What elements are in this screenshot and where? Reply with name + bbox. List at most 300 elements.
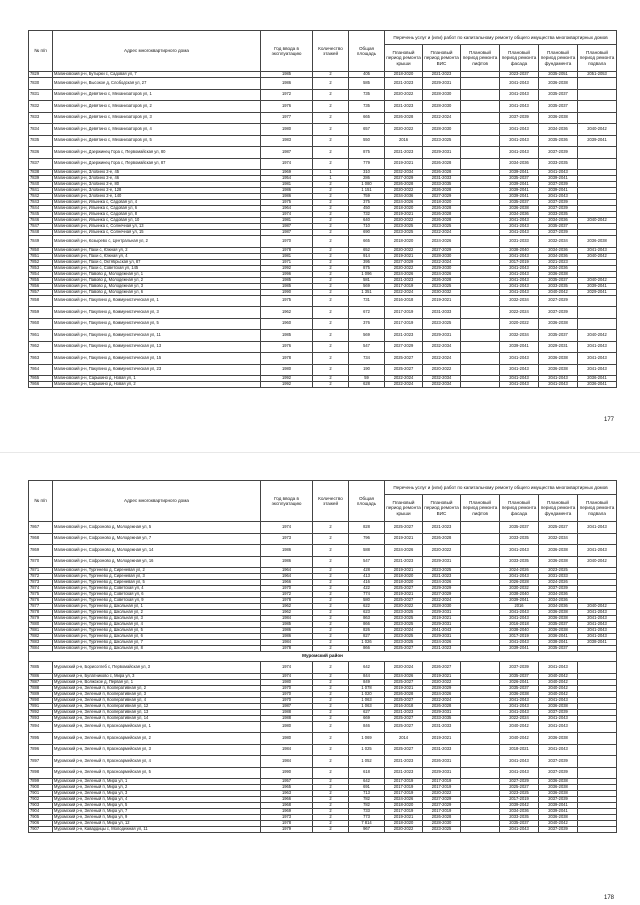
cell-floors: 2 bbox=[313, 277, 349, 283]
cell-facade: 2041-2043 bbox=[500, 364, 539, 376]
cell-foundation: 2041-2043 bbox=[539, 382, 578, 388]
cell-area: 914 bbox=[349, 253, 385, 259]
cell-address: Муромский р-н, Борисоглеб с, Первомайская ул, 3 bbox=[53, 662, 261, 674]
cell-num: 7833 bbox=[29, 112, 53, 124]
cell-num: 7845 bbox=[29, 212, 53, 218]
cell-num: 7849 bbox=[29, 236, 53, 248]
cell-area: 422 bbox=[349, 586, 385, 592]
cell-floors: 2 bbox=[313, 709, 349, 715]
cell-vis: 2027-2029 bbox=[423, 803, 461, 809]
cell-facade: 2018-2021 bbox=[500, 744, 539, 756]
cell-facade: 2038-2040 bbox=[500, 592, 539, 598]
cell-lift bbox=[461, 545, 500, 557]
cell-lift bbox=[461, 112, 500, 124]
cell-area: 1 063 bbox=[349, 703, 385, 709]
cell-num: 7891 bbox=[29, 703, 53, 709]
cell-floors: 2 bbox=[313, 522, 349, 534]
cell-area: 190 bbox=[349, 364, 385, 376]
cell-lift bbox=[461, 147, 500, 159]
cell-num: 7832 bbox=[29, 101, 53, 113]
cell-roof: 2020-2022 bbox=[385, 188, 423, 194]
cell-foundation: 2034-2036 bbox=[539, 124, 578, 136]
cell-year: 1987 bbox=[261, 703, 313, 709]
cell-vis: 2026-2028 bbox=[423, 815, 461, 821]
cell-year: 1978 bbox=[261, 353, 313, 365]
cell-area: 395 bbox=[349, 259, 385, 265]
cell-year: 1990 bbox=[261, 767, 313, 779]
cell-address: Малиновский р-н, Дзержинец Гора с, Первомайская ул, 80 bbox=[53, 147, 261, 159]
cell-floors: 2 bbox=[313, 697, 349, 703]
cell-address: Малиновский р-н, Ильинка с, Солнечная ул, 13 bbox=[53, 224, 261, 230]
cell-vis: 2018-2020 bbox=[423, 200, 461, 206]
cell-address: Малиновский р-н, Софроново д, Молодежная ул, 14 bbox=[53, 545, 261, 557]
cell-roof: 2021-2023 bbox=[385, 147, 423, 159]
cell-floors: 2 bbox=[313, 318, 349, 330]
cell-vis: 2031-2033 bbox=[423, 307, 461, 319]
cell-area: 310 bbox=[349, 170, 385, 176]
cell-floors: 2 bbox=[313, 791, 349, 797]
cell-lift bbox=[461, 721, 500, 733]
cell-floors: 2 bbox=[313, 230, 349, 236]
cell-year: 1984 bbox=[261, 744, 313, 756]
cell-num: 7831 bbox=[29, 89, 53, 101]
cell-year: 1985 bbox=[261, 277, 313, 283]
cell-facade: 2035-2037 bbox=[500, 200, 539, 206]
cell-address: Малиновский р-н, Пахи с, Октябрьская ул, 87 bbox=[53, 259, 261, 265]
cell-facade: 2032-2034 bbox=[500, 295, 539, 307]
cell-roof: 2020-2022 bbox=[385, 827, 423, 833]
cell-num: 7853 bbox=[29, 265, 53, 271]
cell-num: 7842 bbox=[29, 194, 53, 200]
cell-area: 735 bbox=[349, 89, 385, 101]
cell-year: 1988 bbox=[261, 715, 313, 721]
cell-cellar: 2040-2042 bbox=[578, 277, 617, 283]
cell-facade: 2024-2026 bbox=[500, 568, 539, 574]
cell-lift bbox=[461, 78, 500, 90]
cell-foundation: 2035-2037 bbox=[539, 224, 578, 230]
cell-num: 7897 bbox=[29, 756, 53, 768]
cell-roof: 2025-2027 bbox=[385, 721, 423, 733]
cell-facade: 2031-2033 bbox=[500, 236, 539, 248]
col-header-year: Год ввода в эксплуатацию bbox=[261, 31, 313, 72]
cell-year: 1963 bbox=[261, 791, 313, 797]
cell-address: Малиновский р-н, Пакулино д, Коммунистическая ул, 15 bbox=[53, 353, 261, 365]
cell-vis: 2021-2023 bbox=[423, 574, 461, 580]
cell-foundation: 2036-2038 bbox=[539, 616, 578, 622]
cell-address: Малиновский р-н, Пахи с, Южная ул, 2 bbox=[53, 247, 261, 253]
cell-foundation: 2031-2033 bbox=[539, 574, 578, 580]
cell-address: Малиновский р-н, Девятино с, Механизаторов ул, 4 bbox=[53, 124, 261, 136]
cell-lift bbox=[461, 295, 500, 307]
cell-floors: 2 bbox=[313, 580, 349, 586]
cell-address: Муромский р-н, Зеленый п, Красноармейская ул, 2 bbox=[53, 733, 261, 745]
cell-foundation: 2036-2038 bbox=[539, 353, 578, 365]
cell-num: 7855 bbox=[29, 277, 53, 283]
cell-facade: 2041-2043 bbox=[500, 89, 539, 101]
cell-year: 1979 bbox=[261, 827, 313, 833]
cell-roof: 2017-2019 bbox=[385, 283, 423, 289]
cell-year: 1974 bbox=[261, 522, 313, 534]
cell-foundation: 2037-2039 bbox=[539, 767, 578, 779]
cell-area: 1 025 bbox=[349, 744, 385, 756]
cell-floors: 2 bbox=[313, 622, 349, 628]
cell-roof: 2019-2021 bbox=[385, 685, 423, 691]
cell-vis: 2026-2028 bbox=[423, 206, 461, 212]
cell-num: 7885 bbox=[29, 662, 53, 674]
cell-area: 735 bbox=[349, 101, 385, 113]
cell-num: 7835 bbox=[29, 135, 53, 147]
col-header-vis: Плановый период ремонта ВИС bbox=[423, 45, 461, 72]
cell-year: 1975 bbox=[261, 295, 313, 307]
cell-roof: 2024-2026 bbox=[385, 545, 423, 557]
cell-area: 640 bbox=[349, 218, 385, 224]
cell-address: Малиновский р-н, Пакулино д, Коммунистическая ул, 13 bbox=[53, 341, 261, 353]
cell-floors: 2 bbox=[313, 827, 349, 833]
cell-foundation: 2034-2036 bbox=[539, 598, 578, 604]
cell-cellar bbox=[578, 662, 617, 674]
cell-vis: 2033-2035 bbox=[423, 715, 461, 721]
cell-area: 863 bbox=[349, 616, 385, 622]
cell-year: 1985 bbox=[261, 283, 313, 289]
cell-area: 59 bbox=[349, 376, 385, 382]
cell-vis: 2022-2024 bbox=[423, 697, 461, 703]
cell-year: 1986 bbox=[261, 634, 313, 640]
col-header-year: Год ввода в эксплуатацию bbox=[261, 481, 313, 522]
cell-area: 796 bbox=[349, 533, 385, 545]
cell-facade: 2036-2038 bbox=[500, 206, 539, 212]
cell-roof: 2022-2024 bbox=[385, 376, 423, 382]
cell-lift bbox=[461, 124, 500, 136]
cell-roof: 2025-2027 bbox=[385, 586, 423, 592]
cell-facade: 2041-2043 bbox=[500, 224, 539, 230]
cell-num: 7874 bbox=[29, 586, 53, 592]
cell-address: Муромский р-н, Кавардицы с, Молодежная ул, 11 bbox=[53, 827, 261, 833]
cell-address: Малиновский р-н, Злобино 2-е, 80 bbox=[53, 182, 261, 188]
section-row-group bbox=[29, 652, 617, 662]
cell-facade: 2035-2037 bbox=[500, 685, 539, 691]
cell-vis: 2029-2031 bbox=[423, 556, 461, 568]
cell-facade: 2032-2034 bbox=[500, 330, 539, 342]
cell-facade: 2041-2043 bbox=[500, 640, 539, 646]
cell-area: 1 052 bbox=[349, 756, 385, 768]
cell-floors: 2 bbox=[313, 353, 349, 365]
cell-num: 7907 bbox=[29, 827, 53, 833]
cell-cellar: 2041-2043 bbox=[578, 353, 617, 365]
cell-year: 1974 bbox=[261, 662, 313, 674]
cell-floors: 2 bbox=[313, 545, 349, 557]
cell-area: 1 151 bbox=[349, 188, 385, 194]
cell-lift bbox=[461, 827, 500, 833]
cell-year: 1970 bbox=[261, 685, 313, 691]
cell-num: 7839 bbox=[29, 176, 53, 182]
cell-vis: 2023-2025 bbox=[423, 318, 461, 330]
cell-floors: 2 bbox=[313, 147, 349, 159]
cell-vis: 2026-2028 bbox=[423, 158, 461, 170]
cell-cellar bbox=[578, 78, 617, 90]
cell-foundation: 2024-2026 bbox=[539, 580, 578, 586]
cell-facade: 2016-2018 bbox=[500, 622, 539, 628]
cell-facade: 2039-2041 bbox=[500, 194, 539, 200]
cell-year: 1968 bbox=[261, 803, 313, 809]
cell-address: Муромский р-н, Зеленый п, Мира ул, 5 bbox=[53, 803, 261, 809]
cell-area: 450 bbox=[349, 206, 385, 212]
cell-facade: 2041-2043 bbox=[500, 277, 539, 283]
cell-num: 7865 bbox=[29, 376, 53, 382]
cell-facade: 2039-2041 bbox=[500, 598, 539, 604]
cell-area: 569 bbox=[349, 283, 385, 289]
cell-address: Муромский р-н, Зеленый п, Мира ул, 2 bbox=[53, 785, 261, 791]
col-header-floors: Количество этажей bbox=[313, 31, 349, 72]
cell-year: 1992 bbox=[261, 265, 313, 271]
cell-year: 1981 bbox=[261, 218, 313, 224]
cell-vis: 2020-2022 bbox=[423, 364, 461, 376]
table-row bbox=[29, 112, 617, 124]
page-177 bbox=[0, 0, 640, 452]
table-row bbox=[29, 353, 617, 365]
cell-address: Муромский р-н, Зеленый п, Мира ул, 12 bbox=[53, 821, 261, 827]
cell-year: 1978 bbox=[261, 646, 313, 652]
cell-year: 1980 bbox=[261, 679, 313, 685]
cell-num: 7894 bbox=[29, 721, 53, 733]
cell-foundation: 2036-2038 bbox=[539, 610, 578, 616]
cell-foundation: 2036-2038 bbox=[539, 779, 578, 785]
col-header-facade: Плановый период ремонта фасада bbox=[500, 45, 539, 72]
cell-address: Малиновский р-н, Пакулино д, Коммунистическая ул, 1 bbox=[53, 295, 261, 307]
cell-roof: 2020-2024 bbox=[385, 662, 423, 674]
cell-floors: 2 bbox=[313, 815, 349, 821]
cell-num: 7877 bbox=[29, 604, 53, 610]
cell-year: 1964 bbox=[261, 574, 313, 580]
cell-area: 1 080 bbox=[349, 182, 385, 188]
cell-roof: 2019-2021 bbox=[385, 568, 423, 574]
cell-year: 1964 bbox=[261, 206, 313, 212]
cell-year: 1970 bbox=[261, 236, 313, 248]
cell-year: 1986 bbox=[261, 545, 313, 557]
cell-roof: 2019-2021 bbox=[385, 212, 423, 218]
cell-address: Малиновский р-н, Пакулино д, Коммунистическая ул, 5 bbox=[53, 318, 261, 330]
cell-cellar: 2041-2043 bbox=[578, 522, 617, 534]
cell-roof: 2025-2027 bbox=[385, 679, 423, 685]
cell-num: 7881 bbox=[29, 628, 53, 634]
cell-facade: 2039-2042 bbox=[500, 803, 539, 809]
cell-foundation: 2034-2036 bbox=[539, 592, 578, 598]
cell-address: Малиновский р-н, Ильинка с, Солнечная ул, 15 bbox=[53, 230, 261, 236]
cell-facade: 2039-2041 bbox=[500, 646, 539, 652]
cell-num: 7829 bbox=[29, 72, 53, 78]
cell-floors: 2 bbox=[313, 283, 349, 289]
cell-area: 782 bbox=[349, 803, 385, 809]
cell-foundation: 2041-2043 bbox=[539, 715, 578, 721]
cell-num: 7851 bbox=[29, 253, 53, 259]
cell-foundation: 2036-2038 bbox=[539, 545, 578, 557]
cell-foundation: 2037-2039 bbox=[539, 182, 578, 188]
cell-num: 7847 bbox=[29, 224, 53, 230]
cell-num: 7890 bbox=[29, 697, 53, 703]
cell-num: 7864 bbox=[29, 364, 53, 376]
cell-address: Малиновский р-н, Сарыкино д, Новая ул, 1 bbox=[53, 376, 261, 382]
cell-facade: 2016 bbox=[500, 604, 539, 610]
cell-num: 7873 bbox=[29, 580, 53, 586]
cell-cellar: 2040-2042 bbox=[578, 124, 617, 136]
cell-num: 7882 bbox=[29, 634, 53, 640]
cell-floors: 2 bbox=[313, 779, 349, 785]
cell-floors: 2 bbox=[313, 124, 349, 136]
cell-roof: 2018-2020 bbox=[385, 72, 423, 78]
cell-vis: 2026-2027 bbox=[423, 662, 461, 674]
cell-facade: 2020-2022 bbox=[500, 318, 539, 330]
col-header-facade: Плановый период ремонта фасада bbox=[500, 495, 539, 522]
cell-foundation: 2040-2042 bbox=[539, 673, 578, 679]
cell-floors: 2 bbox=[313, 756, 349, 768]
cell-area: 7 814 bbox=[349, 821, 385, 827]
col-header-num: № п/п bbox=[29, 31, 53, 72]
cell-address: Малиновский р-н, Тургенево д, Школьная ул, 1 bbox=[53, 604, 261, 610]
cell-foundation: 2035-2051 bbox=[539, 72, 578, 78]
col-header-area: Общая площадь bbox=[349, 31, 385, 72]
cell-floors: 1 bbox=[313, 170, 349, 176]
cell-lift bbox=[461, 236, 500, 248]
cell-year: 1966 bbox=[261, 580, 313, 586]
table-row bbox=[29, 556, 617, 568]
cell-facade: 2041-2043 bbox=[500, 230, 539, 236]
cell-foundation: 2033-2035 bbox=[539, 283, 578, 289]
col-header-lift: Плановый период ремонта лифтов bbox=[461, 45, 500, 72]
cell-roof: 2020-2022 bbox=[385, 89, 423, 101]
cell-facade: 2039-2041 bbox=[500, 182, 539, 188]
cell-year: 1975 bbox=[261, 200, 313, 206]
cell-num: 7870 bbox=[29, 556, 53, 568]
cell-vis: 2024-2026 bbox=[423, 236, 461, 248]
cell-facade: 2040-2042 bbox=[500, 733, 539, 745]
cell-foundation: 2037-2039 bbox=[539, 797, 578, 803]
cell-facade: 2041-2043 bbox=[500, 767, 539, 779]
cell-facade: 2041-2043 bbox=[500, 147, 539, 159]
cell-facade: 2041-2043 bbox=[500, 78, 539, 90]
cell-address: Малиновский р-н, Тургенево д, Школьная ул, 7 bbox=[53, 640, 261, 646]
cell-lift bbox=[461, 767, 500, 779]
cell-floors: 2 bbox=[313, 592, 349, 598]
cell-address: Муромский р-н, Зеленый п, Кооперативная ул, 3 bbox=[53, 691, 261, 697]
cell-year: 1969 bbox=[261, 809, 313, 815]
cell-foundation: 2037-2039 bbox=[539, 827, 578, 833]
cell-num: 7906 bbox=[29, 821, 53, 827]
cell-address: Муромский р-н, Зеленый п, Красноармейская ул, 5 bbox=[53, 767, 261, 779]
cell-num: 7843 bbox=[29, 200, 53, 206]
cell-num: 7895 bbox=[29, 733, 53, 745]
table-row bbox=[29, 767, 617, 779]
cell-year: 1988 bbox=[261, 709, 313, 715]
cell-vis: 2031-2033 bbox=[423, 176, 461, 182]
cell-floors: 2 bbox=[313, 604, 349, 610]
cell-cellar: 2041-2043 bbox=[578, 610, 617, 616]
cell-address: Муромский р-н, Зеленый п, Мира ул, 1 bbox=[53, 779, 261, 785]
cell-facade: 2022-2024 bbox=[500, 715, 539, 721]
cell-address: Малиновский р-н, Девятино с, Механизаторов ул, 2 bbox=[53, 101, 261, 113]
cell-vis: 2031-2033 bbox=[423, 721, 461, 733]
cell-vis: 2028-2030 bbox=[423, 101, 461, 113]
cell-facade: 2017-2019 bbox=[500, 797, 539, 803]
cell-address: Малиновский р-н, Сарыкино д, Новая ул, 2 bbox=[53, 382, 261, 388]
col-header-cellar: Плановый период ремонта подвала bbox=[578, 45, 617, 72]
cell-roof: 2021-2023 bbox=[385, 756, 423, 768]
cell-year: 1984 bbox=[261, 616, 313, 622]
cell-area: 1 351 bbox=[349, 289, 385, 295]
cell-vis: 2020-2022 bbox=[423, 545, 461, 557]
cell-roof: 2034-2036 bbox=[385, 194, 423, 200]
cell-cellar: 2036-2041 bbox=[578, 376, 617, 382]
cell-floors: 2 bbox=[313, 767, 349, 779]
cell-facade: 2035-2037 bbox=[500, 673, 539, 679]
cell-address: Малиновский р-н, Пахи с, Южная ул, 4 bbox=[53, 253, 261, 259]
cell-address: Малиновский р-н, Павово д, Молодежная ул, 3 bbox=[53, 283, 261, 289]
cell-address: Малиновский р-н, Тургенево д, Сиреневая ул, 2 bbox=[53, 568, 261, 574]
cell-area: 967 bbox=[349, 827, 385, 833]
cell-year: 1977 bbox=[261, 112, 313, 124]
cell-cellar: 2040-2042 bbox=[578, 330, 617, 342]
cell-num: 7900 bbox=[29, 785, 53, 791]
cell-vis: 2029-2030 bbox=[423, 265, 461, 271]
cell-facade: 2041-2043 bbox=[500, 218, 539, 224]
cell-cellar: 2036-2038 bbox=[578, 236, 617, 248]
col-header-roof: Плановый период ремонта крыши bbox=[385, 45, 423, 72]
cell-lift bbox=[461, 662, 500, 674]
col-header-lift: Плановый период ремонта лифтов bbox=[461, 495, 500, 522]
cell-vis: 2024-2026 bbox=[423, 691, 461, 697]
cell-lift bbox=[461, 353, 500, 365]
cell-floors: 2 bbox=[313, 821, 349, 827]
cell-foundation: 2040-2042 bbox=[539, 821, 578, 827]
cell-vis: 2029-2031 bbox=[423, 634, 461, 640]
table-row bbox=[29, 101, 617, 113]
cell-foundation: 2035-2037 bbox=[539, 330, 578, 342]
cell-year: 1970 bbox=[261, 586, 313, 592]
cell-vis: 2023-2025 bbox=[423, 283, 461, 289]
cell-address: Малиновский р-н, Павово д, Молодежная ул, 6 bbox=[53, 289, 261, 295]
cell-num: 7841 bbox=[29, 188, 53, 194]
cell-address: Муромский р-н, Зеленый п, Красноармейская ул, 4 bbox=[53, 756, 261, 768]
section-title: Муромский район bbox=[29, 652, 617, 662]
cell-floors: 2 bbox=[313, 803, 349, 809]
cell-cellar: 2040-2042 bbox=[578, 218, 617, 224]
cell-year: 1980 bbox=[261, 364, 313, 376]
cell-foundation: 2036-2038 bbox=[539, 791, 578, 797]
cell-foundation: 2039-2041 bbox=[539, 176, 578, 182]
cell-address: Малиновский р-н, Пакулино д, Коммунистическая ул, 23 bbox=[53, 364, 261, 376]
table-row bbox=[29, 341, 617, 353]
cell-area: 849 bbox=[349, 679, 385, 685]
cell-num: 7836 bbox=[29, 147, 53, 159]
cell-foundation: 2041-2043 bbox=[539, 744, 578, 756]
cell-roof: 2021-2023 bbox=[385, 78, 423, 90]
cell-roof: 2017-2019 bbox=[385, 809, 423, 815]
cell-floors: 2 bbox=[313, 89, 349, 101]
cell-address: Малиновский р-н, Злобино 2-е, 46 bbox=[53, 176, 261, 182]
cell-vis: 2032-2034 bbox=[423, 376, 461, 382]
cell-vis: 2027-2029 bbox=[423, 247, 461, 253]
cell-floors: 2 bbox=[313, 158, 349, 170]
cell-vis: 2029-2029 bbox=[423, 586, 461, 592]
cell-address: Малиновский р-н, Высокое д, Слободская ул, 27 bbox=[53, 78, 261, 90]
cell-cellar: 2040-2042 bbox=[578, 604, 617, 610]
table-row bbox=[29, 158, 617, 170]
cell-year: 1986 bbox=[261, 78, 313, 90]
cell-foundation: 2035-2037 bbox=[539, 277, 578, 283]
cell-area: 875 bbox=[349, 265, 385, 271]
cell-num: 7861 bbox=[29, 330, 53, 342]
cell-roof: 2019-2021 bbox=[385, 533, 423, 545]
cell-num: 7872 bbox=[29, 574, 53, 580]
cell-floors: 2 bbox=[313, 307, 349, 319]
